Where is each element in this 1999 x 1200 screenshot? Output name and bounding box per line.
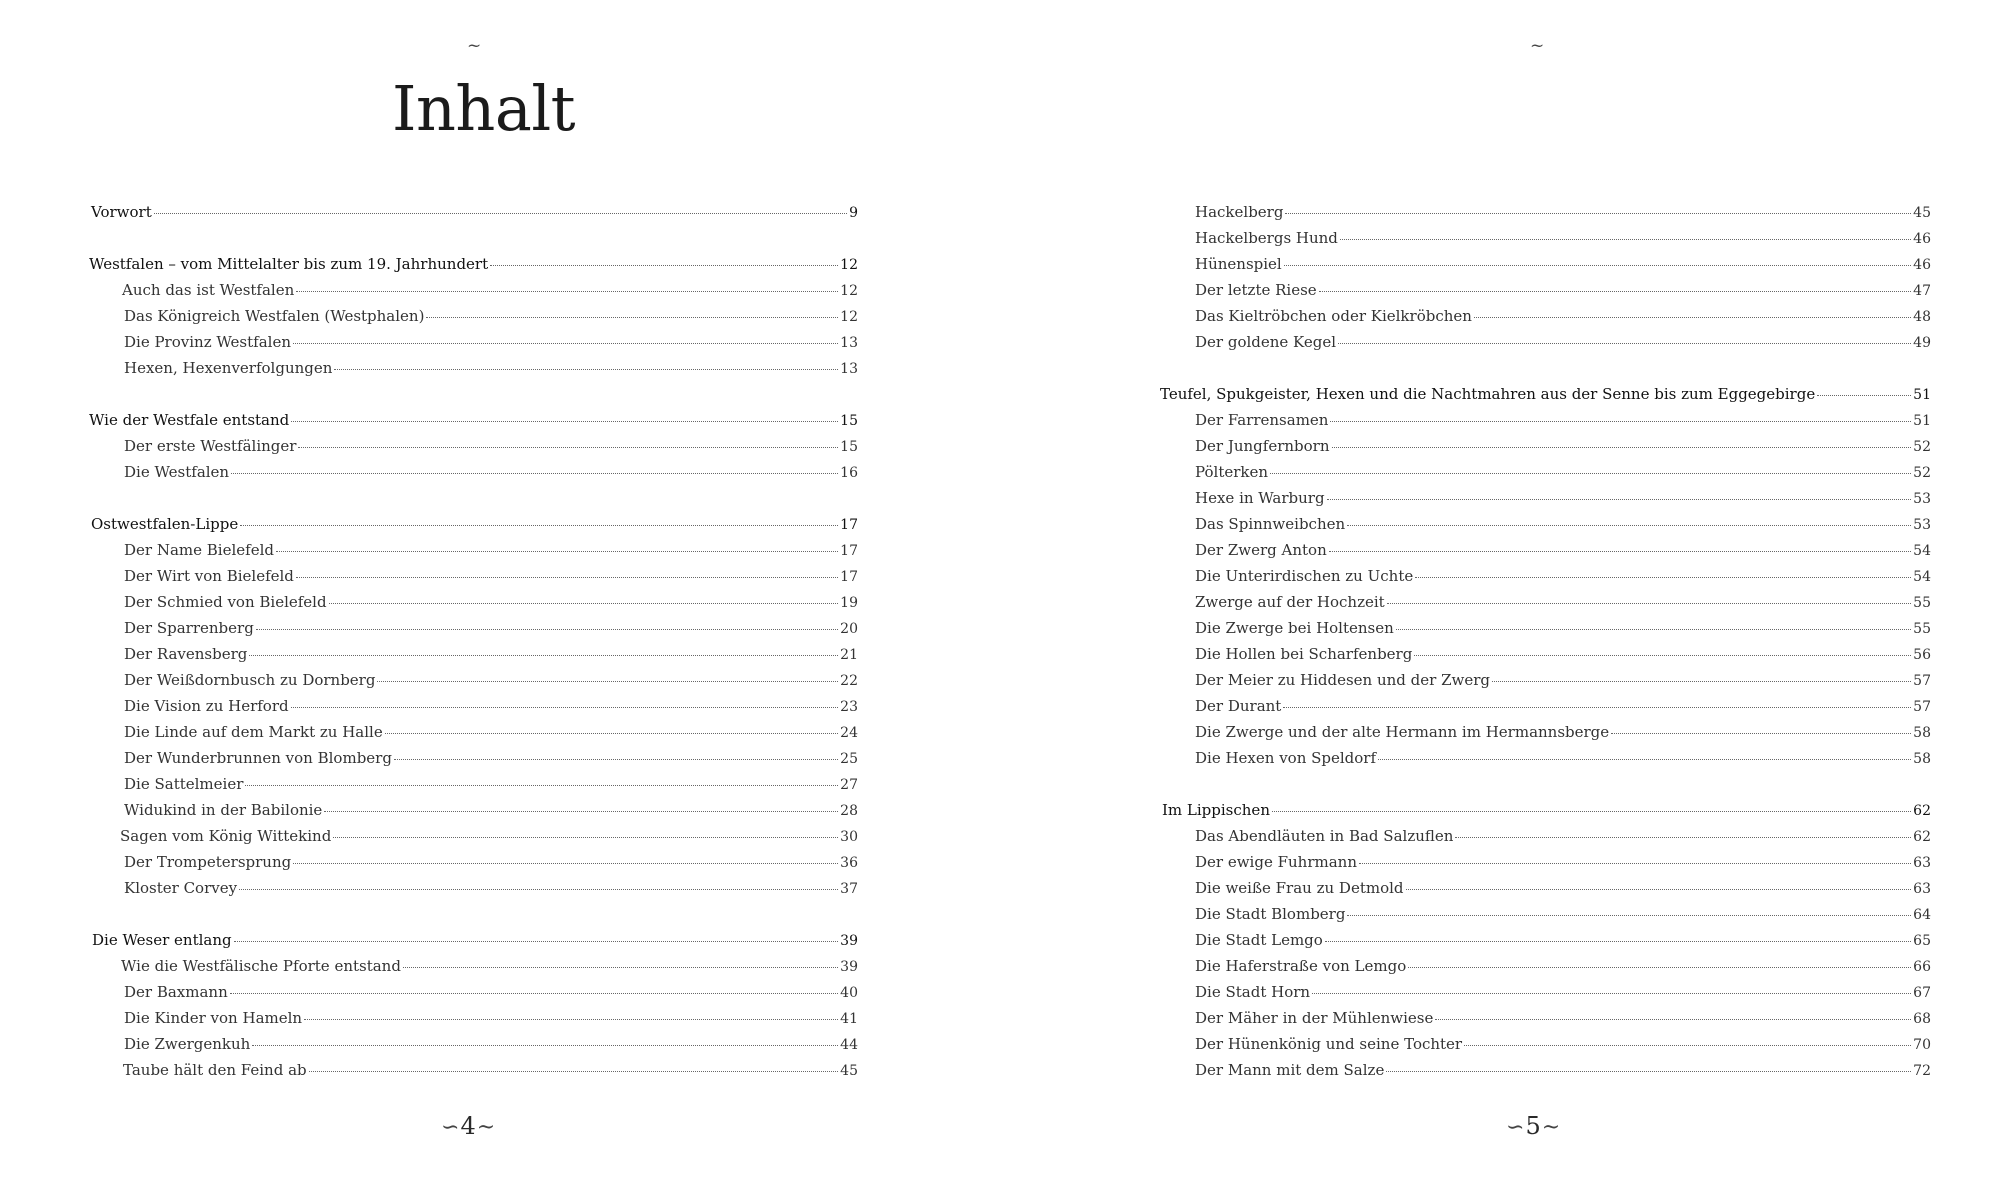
dot-leader <box>1386 1057 1911 1072</box>
toc-chapter-entry <box>1162 799 1931 821</box>
toc-entry-title: Die Stadt Lemgo <box>1195 931 1323 949</box>
toc-entry-page: 13 <box>840 335 858 351</box>
toc-entry-page: 52 <box>1913 465 1931 481</box>
toc-entry-page: 64 <box>1913 907 1931 923</box>
toc-entry-page: 52 <box>1913 439 1931 455</box>
toc-entry-title: Taube hält den Feind ab <box>123 1061 307 1079</box>
dot-leader <box>1285 199 1911 214</box>
toc-entry-title: Die Stadt Horn <box>1195 983 1311 1001</box>
toc-entry-page: 17 <box>840 517 858 533</box>
dot-leader <box>296 277 838 292</box>
toc-entry-title: Das Kieltröbchen oder Kielkröbchen <box>1195 307 1472 325</box>
dot-leader <box>1338 329 1911 344</box>
toc-entry-title: Der Hünenkönig und seine Tochter <box>1195 1035 1463 1053</box>
toc-entry-page: 53 <box>1913 517 1931 533</box>
toc-entry-title: Wie der Westfale entstand <box>89 411 290 429</box>
toc-entry-page: 13 <box>840 361 858 377</box>
toc-entry-title: Ostwestfalen-Lippe <box>91 515 239 533</box>
dot-leader <box>1340 225 1911 240</box>
toc-entry-title: Hackelberg <box>1195 203 1284 221</box>
toc-chapter-entry <box>92 929 858 951</box>
toc-chapter-entry <box>91 201 858 223</box>
toc-entry-title: Zwerge auf der Hochzeit <box>1195 593 1385 611</box>
dot-leader <box>309 1057 839 1072</box>
dot-leader <box>1325 927 1911 942</box>
toc-entry <box>1195 539 1931 561</box>
toc-entry <box>1195 305 1931 327</box>
toc-entry-title: Hexen, Hexenverfolgungen <box>124 359 333 377</box>
dot-leader <box>1270 459 1911 474</box>
dot-leader <box>276 537 838 552</box>
toc-entry <box>124 565 858 587</box>
dot-leader <box>1415 563 1911 578</box>
toc-entry-title: Der Farrensamen <box>1195 411 1329 429</box>
toc-entry <box>1195 461 1931 483</box>
toc-entry-title: Vorwort <box>91 203 152 221</box>
toc-entry-title: Widukind in der Babilonie <box>124 801 323 819</box>
toc-chapter-entry <box>89 409 858 431</box>
dot-leader <box>1332 433 1912 448</box>
toc-entry <box>1195 669 1931 691</box>
page-number: 4 <box>460 1112 477 1140</box>
toc-entry-title: Hünenspiel <box>1195 255 1282 273</box>
toc-entry-title: Die Kinder von Hameln <box>124 1009 303 1027</box>
toc-entry-page: 53 <box>1913 491 1931 507</box>
toc-entry-page: 27 <box>840 777 858 793</box>
toc-entry <box>1195 929 1931 951</box>
toc-entry-page: 19 <box>840 595 858 611</box>
dot-leader <box>403 953 838 968</box>
folio-ornament-left: ∽ <box>1506 1115 1526 1140</box>
toc-entry-title: Der Ravensberg <box>124 645 248 663</box>
dot-leader <box>1330 407 1911 422</box>
toc-entry-page: 57 <box>1913 673 1931 689</box>
dot-leader <box>293 329 838 344</box>
toc-entry-page: 46 <box>1913 231 1931 247</box>
toc-entry <box>124 591 858 613</box>
toc-entry-page: 65 <box>1913 933 1931 949</box>
toc-entry-page: 39 <box>840 933 858 949</box>
toc-entry-page: 37 <box>840 881 858 897</box>
dot-leader <box>1283 693 1911 708</box>
dot-leader <box>394 745 838 760</box>
dot-leader <box>1312 979 1911 994</box>
toc-entry-title: Die Haferstraße von Lemgo <box>1195 957 1407 975</box>
dot-leader <box>1396 615 1911 630</box>
dot-leader <box>230 979 838 994</box>
toc-entry <box>124 669 858 691</box>
toc-entry <box>1195 721 1931 743</box>
toc-chapter-entry <box>1160 383 1931 405</box>
toc-entry-page: 23 <box>840 699 858 715</box>
toc-entry-page: 62 <box>1913 803 1931 819</box>
toc-entry <box>1195 877 1931 899</box>
toc-chapter-entry <box>91 513 858 535</box>
toc-entry-title: Die Vision zu Herford <box>124 697 289 715</box>
dot-leader <box>426 303 838 318</box>
toc-entry-title: Der Name Bielefeld <box>124 541 274 559</box>
toc-entry-page: 67 <box>1913 985 1931 1001</box>
toc-entry-title: Die Unterirdischen zu Uchte <box>1195 567 1414 585</box>
toc-entry-page: 20 <box>840 621 858 637</box>
toc-entry-page: 45 <box>840 1063 858 1079</box>
page-number-folio <box>1506 1112 1561 1140</box>
toc-entry-page: 22 <box>840 673 858 689</box>
dot-leader <box>1455 823 1911 838</box>
toc-entry-title: Die Zwerge und der alte Hermann im Hermannsberge <box>1195 723 1610 741</box>
toc-entry <box>1195 435 1931 457</box>
dot-leader <box>234 927 839 942</box>
dot-leader <box>1327 485 1912 500</box>
toc-entry <box>124 357 858 379</box>
toc-entry-title: Pölterken <box>1195 463 1269 481</box>
dot-leader <box>1435 1005 1911 1020</box>
dot-leader <box>334 355 838 370</box>
toc-entry-page: 49 <box>1913 335 1931 351</box>
toc-entry-title: Der goldene Kegel <box>1195 333 1337 351</box>
toc-entry <box>123 1059 858 1081</box>
toc-entry-title: Die Zwergenkuh <box>124 1035 251 1053</box>
toc-entry-title: Kloster Corvey <box>124 879 238 897</box>
left-page <box>0 0 999 1200</box>
dot-leader <box>304 1005 838 1020</box>
toc-entry-page: 28 <box>840 803 858 819</box>
dot-leader <box>1359 849 1911 864</box>
toc-entry-page: 51 <box>1913 387 1931 403</box>
page-number-folio <box>441 1112 496 1140</box>
dot-leader <box>1378 745 1911 760</box>
toc-entry-page: 58 <box>1913 751 1931 767</box>
dot-leader <box>249 641 838 656</box>
toc-entry-title: Auch das ist Westfalen <box>122 281 295 299</box>
toc-entry <box>1195 279 1931 301</box>
toc-entry-title: Das Spinnweibchen <box>1195 515 1346 533</box>
toc-entry <box>124 305 858 327</box>
toc-entry <box>1195 981 1931 1003</box>
dot-leader <box>291 407 838 422</box>
dot-leader <box>1319 277 1912 292</box>
toc-entry-title: Der erste Westfälinger <box>124 437 297 455</box>
toc-entry-page: 36 <box>840 855 858 871</box>
toc-entry <box>1195 825 1931 847</box>
dot-leader <box>333 823 838 838</box>
toc-entry <box>124 1033 858 1055</box>
toc-entry <box>1195 643 1931 665</box>
toc-entry <box>1195 591 1931 613</box>
toc-entry <box>1195 227 1931 249</box>
toc-entry <box>1195 253 1931 275</box>
toc-entry <box>124 799 858 821</box>
toc-entry-title: Sagen vom König Wittekind <box>120 827 332 845</box>
toc-entry <box>124 747 858 769</box>
dot-leader <box>154 199 847 214</box>
toc-entry-page: 48 <box>1913 309 1931 325</box>
toc-entry-page: 63 <box>1913 855 1931 871</box>
toc-entry <box>1195 513 1931 535</box>
toc-entry <box>1195 903 1931 925</box>
toc-entry-title: Der Zwerg Anton <box>1195 541 1327 559</box>
toc-entry-page: 58 <box>1913 725 1931 741</box>
toc-entry-title: Die Hollen bei Scharfenberg <box>1195 645 1413 663</box>
toc-entry-page: 45 <box>1913 205 1931 221</box>
toc-entry <box>1195 1007 1931 1029</box>
toc-entry-page: 15 <box>840 439 858 455</box>
toc-entry-title: Der Schmied von Bielefeld <box>124 593 327 611</box>
toc-entry-title: Der Baxmann <box>124 983 228 1001</box>
toc-entry-title: Die Sattelmeier <box>124 775 244 793</box>
toc-entry <box>124 773 858 795</box>
toc-entry-title: Die Provinz Westfalen <box>124 333 291 351</box>
dot-leader <box>1329 537 1911 552</box>
toc-entry-title: Der Wirt von Bielefeld <box>124 567 294 585</box>
dot-leader <box>377 667 838 682</box>
dot-leader <box>490 251 838 266</box>
toc-entry-page: 54 <box>1913 569 1931 585</box>
dot-leader <box>231 459 838 474</box>
toc-entry <box>1195 201 1931 223</box>
toc-entry-page: 72 <box>1913 1063 1931 1079</box>
page-title: Inhalt <box>392 72 576 145</box>
toc-chapter-entry <box>89 253 858 275</box>
toc-entry <box>124 331 858 353</box>
toc-entry <box>124 461 858 483</box>
toc-entry-page: 70 <box>1913 1037 1931 1053</box>
toc-entry-page: 39 <box>840 959 858 975</box>
toc-entry <box>124 539 858 561</box>
toc-entry-title: Das Abendläuten in Bad Salzuflen <box>1195 827 1454 845</box>
toc-entry-title: Teufel, Spukgeister, Hexen und die Nachtmahren aus der Senne bis zum Eggegebirge <box>1160 385 1816 403</box>
toc-entry-title: Die Weser entlang <box>92 931 232 949</box>
toc-entry <box>1195 487 1931 509</box>
toc-entry-page: 51 <box>1913 413 1931 429</box>
top-ornament: ~ <box>467 36 483 56</box>
toc-entry-title: Westfalen – vom Mittelalter bis zum 19. Jahrhundert <box>89 255 489 273</box>
toc-entry-title: Der Sparrenberg <box>124 619 254 637</box>
toc-entry <box>1195 851 1931 873</box>
toc-entry-title: Wie die Westfälische Pforte entstand <box>121 957 401 975</box>
dot-leader <box>1284 251 1911 266</box>
toc-entry <box>124 981 858 1003</box>
toc-entry-title: Die Stadt Blomberg <box>1195 905 1346 923</box>
toc-entry <box>124 617 858 639</box>
toc-entry-page: 57 <box>1913 699 1931 715</box>
toc-entry-page: 55 <box>1913 595 1931 611</box>
toc-entry-page: 21 <box>840 647 858 663</box>
toc-entry-title: Im Lippischen <box>1162 801 1270 819</box>
dot-leader <box>252 1031 838 1046</box>
dot-leader <box>1408 953 1911 968</box>
dot-leader <box>1347 511 1911 526</box>
toc-entry <box>1195 695 1931 717</box>
toc-entry-title: Der Jungfernborn <box>1195 437 1330 455</box>
toc-entry-page: 25 <box>840 751 858 767</box>
toc-entry-page: 47 <box>1913 283 1931 299</box>
toc-entry-title: Der Trompetersprung <box>124 853 292 871</box>
toc-entry-page: 16 <box>840 465 858 481</box>
toc-entry <box>120 825 858 847</box>
toc-entry-page: 40 <box>840 985 858 1001</box>
top-ornament: ~ <box>1530 36 1546 56</box>
dot-leader <box>298 433 838 448</box>
toc-entry-page: 55 <box>1913 621 1931 637</box>
toc-entry <box>124 721 858 743</box>
toc-entry-page: 17 <box>840 543 858 559</box>
toc-entry <box>124 435 858 457</box>
dot-leader <box>324 797 838 812</box>
toc-entry-page: 24 <box>840 725 858 741</box>
toc-entry-title: Die Hexen von Speldorf <box>1195 749 1377 767</box>
toc-entry-title: Der Meier zu Hiddesen und der Zwerg <box>1195 671 1491 689</box>
toc-entry-page: 9 <box>849 205 858 221</box>
dot-leader <box>293 849 838 864</box>
right-page <box>999 0 1999 1200</box>
dot-leader <box>240 511 838 526</box>
toc-entry-title: Der Mann mit dem Salze <box>1195 1061 1385 1079</box>
toc-entry <box>124 695 858 717</box>
dot-leader <box>1406 875 1912 890</box>
toc-entry-page: 66 <box>1913 959 1931 975</box>
dot-leader <box>1414 641 1911 656</box>
toc-entry-title: Das Königreich Westfalen (Westphalen) <box>124 307 425 325</box>
toc-entry-page: 63 <box>1913 881 1931 897</box>
toc-entry-page: 41 <box>840 1011 858 1027</box>
dot-leader <box>256 615 838 630</box>
toc-entry-page: 46 <box>1913 257 1931 273</box>
toc-entry <box>1195 617 1931 639</box>
toc-entry-title: Hackelbergs Hund <box>1195 229 1338 247</box>
toc-entry-title: Der Wunderbrunnen von Blomberg <box>124 749 392 767</box>
dot-leader <box>385 719 838 734</box>
toc-entry <box>121 955 858 977</box>
folio-ornament-right: ~ <box>1541 1115 1562 1140</box>
dot-leader <box>1347 901 1911 916</box>
toc-entry-page: 54 <box>1913 543 1931 559</box>
toc-entry-title: Die Zwerge bei Holtensen <box>1195 619 1394 637</box>
toc-entry-page: 15 <box>840 413 858 429</box>
toc-entry-title: Die weiße Frau zu Detmold <box>1195 879 1404 897</box>
dot-leader <box>1817 381 1911 396</box>
dot-leader <box>1492 667 1911 682</box>
toc-entry <box>1195 565 1931 587</box>
dot-leader <box>329 589 839 604</box>
dot-leader <box>239 875 838 890</box>
toc-entry-title: Der Mäher in der Mühlenwiese <box>1195 1009 1434 1027</box>
toc-entry <box>124 877 858 899</box>
toc-entry-page: 12 <box>840 257 858 273</box>
toc-entry-page: 56 <box>1913 647 1931 663</box>
toc-entry <box>1195 409 1931 431</box>
toc-entry <box>124 643 858 665</box>
toc-entry <box>124 1007 858 1029</box>
toc-entry <box>122 279 858 301</box>
dot-leader <box>245 771 838 786</box>
toc-entry-page: 62 <box>1913 829 1931 845</box>
dot-leader <box>296 563 838 578</box>
dot-leader <box>291 693 839 708</box>
folio-ornament-right: ~ <box>476 1115 497 1140</box>
dot-leader <box>1464 1031 1911 1046</box>
toc-entry <box>1195 955 1931 977</box>
toc-entry-page: 17 <box>840 569 858 585</box>
toc-entry <box>1195 747 1931 769</box>
toc-entry <box>1195 331 1931 353</box>
dot-leader <box>1272 797 1911 812</box>
toc-entry-title: Die Westfalen <box>124 463 230 481</box>
toc-entry-page: 44 <box>840 1037 858 1053</box>
dot-leader <box>1474 303 1911 318</box>
toc-entry-title: Hexe in Warburg <box>1195 489 1325 507</box>
toc-entry-title: Die Linde auf dem Markt zu Halle <box>124 723 383 741</box>
toc-entry-page: 12 <box>840 309 858 325</box>
page-number: 5 <box>1525 1112 1542 1140</box>
toc-entry-page: 68 <box>1913 1011 1931 1027</box>
toc-entry <box>1195 1059 1931 1081</box>
dot-leader <box>1611 719 1911 734</box>
toc-entry-title: Der letzte Riese <box>1195 281 1317 299</box>
toc-entry-page: 30 <box>840 829 858 845</box>
toc-entry-title: Der Weißdornbusch zu Dornberg <box>124 671 376 689</box>
folio-ornament-left: ∽ <box>441 1115 461 1140</box>
toc-entry <box>124 851 858 873</box>
toc-entry-page: 12 <box>840 283 858 299</box>
toc-entry <box>1195 1033 1931 1055</box>
dot-leader <box>1387 589 1911 604</box>
toc-entry-title: Der ewige Fuhrmann <box>1195 853 1357 871</box>
toc-entry-title: Der Durant <box>1195 697 1282 715</box>
